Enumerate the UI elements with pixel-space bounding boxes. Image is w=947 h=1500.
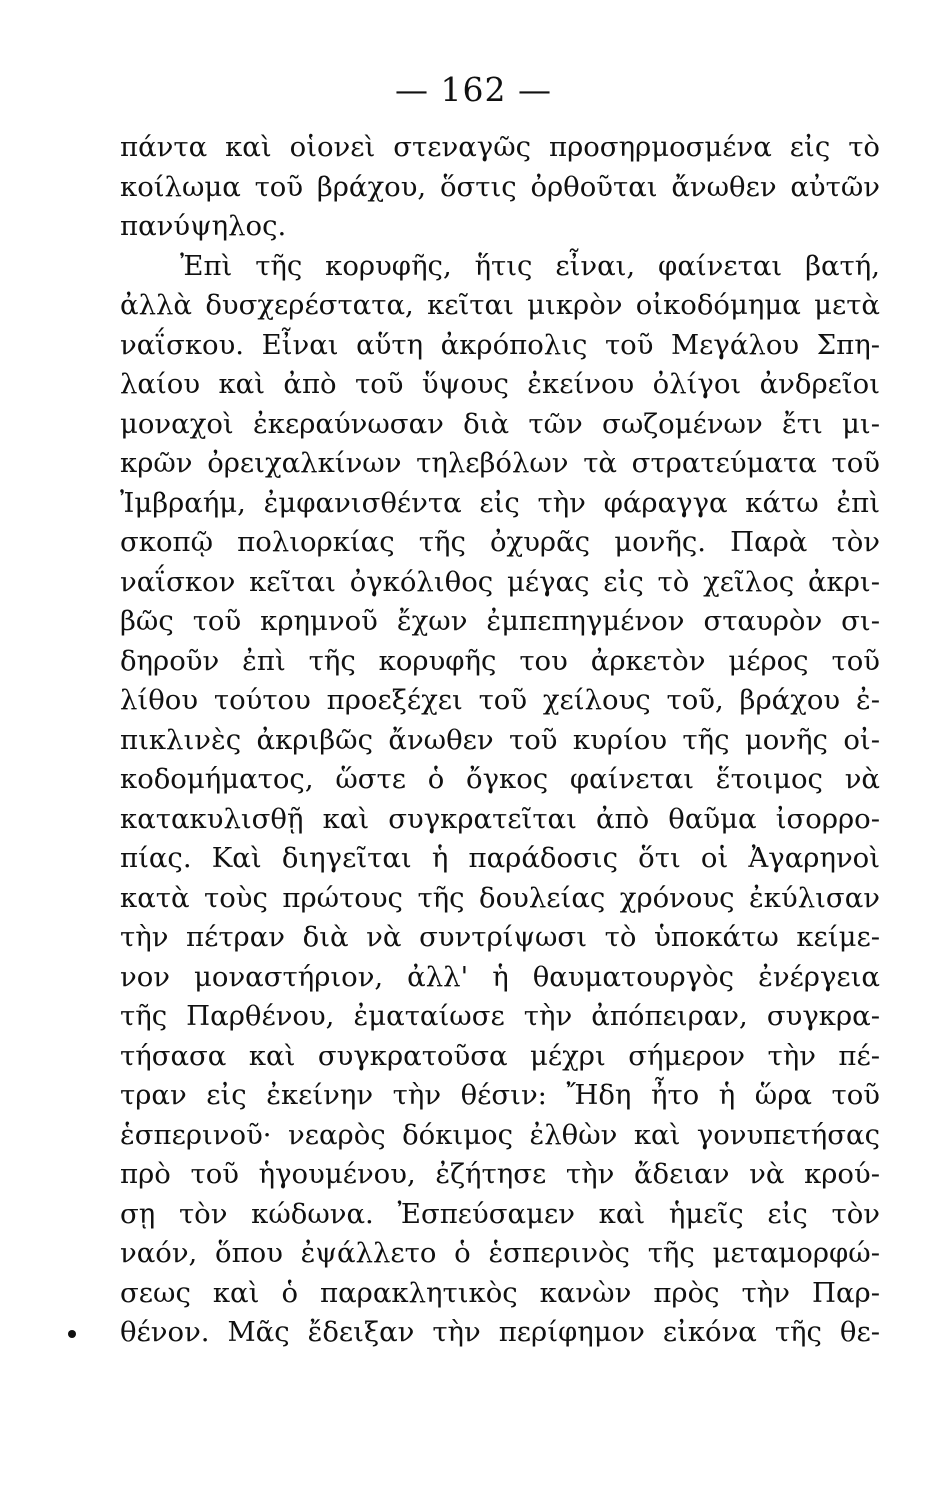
text-line: δηροῦν ἐπὶ τῆς κορυφῆς του ἀρκετὸν μέρος τοῦ (120, 644, 880, 677)
text-line: τήσασα καὶ συγκρατοῦσα μέχρι σήμερον τὴν πέ- (120, 1039, 880, 1072)
text-line: Ἐπὶ τῆς κορυφῆς, ἥτις εἶναι, φαίνεται βατή, (180, 249, 880, 282)
text-line: κοδομήματος, ὥστε ὁ ὄγκος φαίνεται ἕτοιμος νὰ (120, 763, 880, 795)
text-line: πανύψηλος. (120, 210, 287, 242)
text-line: νον μοναστήριον, ἀλλ' ἡ θαυματουργὸς ἐνέργεια (120, 960, 880, 993)
text-line: σῃ τὸν κώδωνα. Ἐσπεύσαμεν καὶ ἡμεῖς εἰς τὸν (120, 1197, 880, 1230)
text-line: κρῶν ὀρειχαλκίνων τηλεβόλων τὰ στρατεύματα τοῦ (120, 447, 880, 479)
text-line: τῆς Παρθένου, ἐματαίωσε τὴν ἀπόπειραν, συγκρα- (120, 1000, 880, 1032)
text-line: βῶς τοῦ κρημνοῦ ἔχων ἐμπεπηγμένον σταυρὸν σι- (120, 605, 880, 637)
text-line: κατὰ τοὺς πρώτους τῆς δουλείας χρόνους ἐκύλισαν (120, 881, 880, 914)
text-line: πάντα καὶ οἱονεὶ στεναγῶς προσηρμοσμένα εἰς τὸ (120, 131, 880, 163)
text-line: ἀλλὰ δυσχερέστατα, κεῖται μικρὸν οἰκοδόμημα μετὰ (120, 289, 880, 321)
text-line: τὴν πέτραν διὰ νὰ συντρίψωσι τὸ ὑποκάτω κείμε- (120, 921, 880, 953)
text-line: πικλινὲς ἀκριβῶς ἄνωθεν τοῦ κυρίου τῆς μονῆς οἰ- (120, 723, 880, 756)
text-line: πρὸ τοῦ ἡγουμένου, ἐζήτησε τὴν ἄδειαν νὰ κρού- (120, 1158, 880, 1190)
body-text (120, 128, 880, 1353)
text-line: λίθου τούτου προεξέχει τοῦ χείλους τοῦ, βράχου ἐ- (120, 684, 880, 716)
text-line: τραν εἰς ἐκείνην τὴν θέσιν: Ἤδη ἦτο ἡ ὥρα τοῦ (120, 1079, 880, 1111)
text-line: ναόν, ὅπου ἐψάλλετο ὁ ἑσπερινὸς τῆς μεταμορφώ- (120, 1237, 880, 1269)
text-line: ἑσπερινοῦ· νεαρὸς δόκιμος ἐλθὼν καὶ γονυπετήσας (120, 1118, 880, 1151)
text-line: μοναχοὶ ἐκεραύνωσαν διὰ τῶν σωζομένων ἔτι μι- (120, 407, 880, 440)
text-line: κατακυλισθῇ καὶ συγκρατεῖται ἀπὸ θαῦμα ἰσορρο- (120, 802, 880, 835)
text-line: σκοπῷ πολιορκίας τῆς ὀχυρᾶς μονῆς. Παρὰ τὸν (120, 526, 880, 558)
page-number: — 162 — (395, 70, 552, 109)
text-line: λαίου καὶ ἀπὸ τοῦ ὕψους ἐκείνου ὀλίγοι ἀνδρεῖοι (120, 368, 880, 400)
margin-dot-mark (68, 1330, 76, 1338)
text-line: σεως καὶ ὁ παρακλητικὸς κανὼν πρὸς τὴν Παρ- (120, 1276, 880, 1309)
text-line: Ἰμβραήμ, ἐμφανισθέντα εἰς τὴν φάραγγα κάτω ἐπὶ (120, 486, 880, 519)
text-line: κοίλωμα τοῦ βράχου, ὅστις ὀρθοῦται ἄνωθεν αὐτῶν (120, 170, 880, 203)
text-line: πίας. Καὶ διηγεῖται ἡ παράδοσις ὅτι οἱ Ἀγαρηνοὶ (120, 842, 880, 874)
text-line: ναΐσκον κεῖται ὀγκόλιθος μέγας εἰς τὸ χεῖλος ἀκρι- (120, 565, 880, 598)
text-line: ναΐσκου. Εἶναι αὕτη ἀκρόπολις τοῦ Μεγάλου Σπη- (120, 328, 880, 361)
text-line: θένον. Μᾶς ἔδειξαν τὴν περίφημον εἰκόνα τῆς θε- (120, 1316, 880, 1348)
